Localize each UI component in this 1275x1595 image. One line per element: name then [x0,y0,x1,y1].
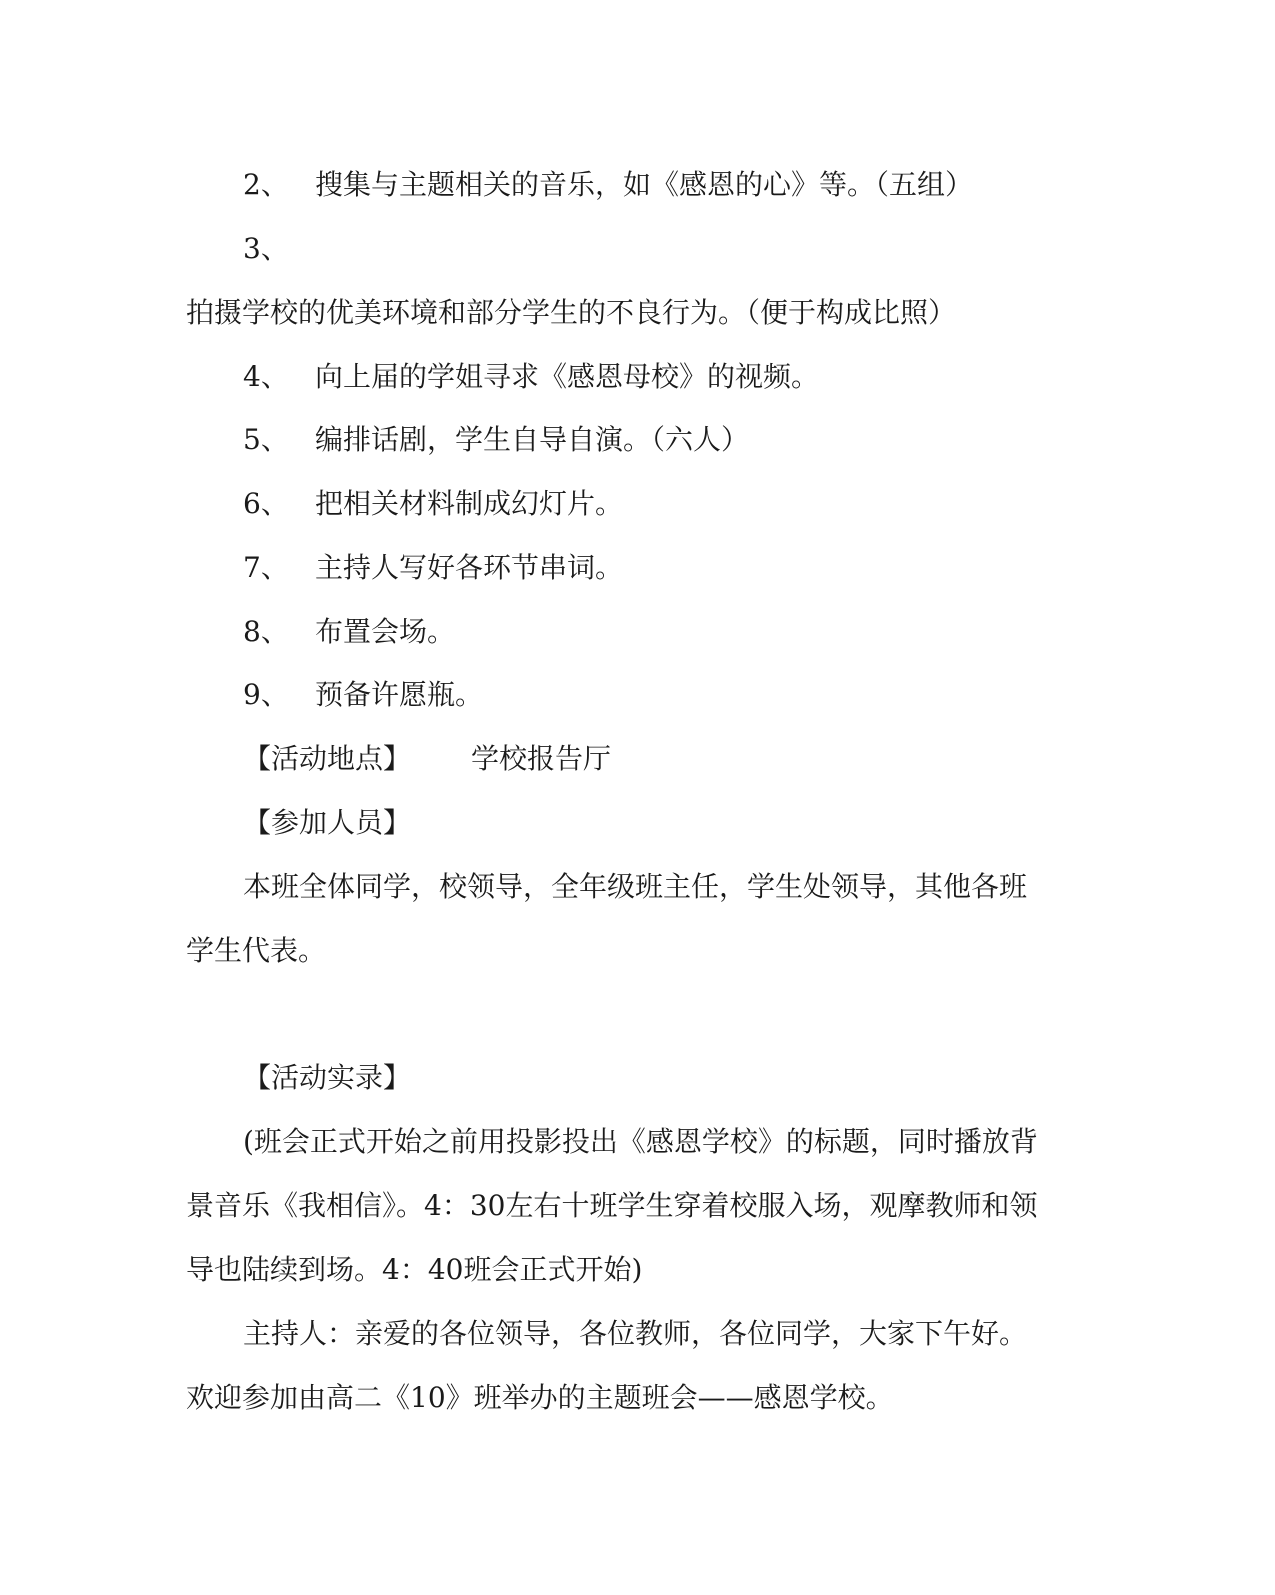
record-paragraph-line: 景音乐《我相信》。4：30左右十班学生穿着校服入场，观摩教师和领 [186,1189,1038,1222]
record-label: 【活动实录】 [243,1061,412,1094]
item-number: 6、 [243,487,289,520]
item-number: 7、 [243,551,289,584]
participants-text-line: 本班全体同学，校领导，全年级班主任，学生处领导，其他各班 [243,870,1028,903]
participants-text-line: 学生代表。 [186,934,327,967]
item-text: 向上届的学姐寻求《感恩母校》的视频。 [315,360,820,393]
participants-label: 【参加人员】 [243,806,412,839]
host-speech-line: 主持人：亲爱的各位领导，各位教师，各位同学，大家下午好。 [243,1317,1028,1350]
item-text: 主持人写好各环节串词。 [315,551,624,584]
item-number: 5、 [243,423,289,456]
record-paragraph-line: (班会正式开始之前用投影投出《感恩学校》的标题，同时播放背 [243,1125,1038,1158]
item-text: 布置会场。 [315,615,456,648]
host-speech-line: 欢迎参加由高二《10》班举办的主题班会——感恩学校。 [186,1381,894,1414]
item-number: 4、 [243,360,289,393]
item-number: 9、 [243,678,289,711]
item-number: 2、 [243,168,289,201]
location-label: 【活动地点】 [243,742,412,775]
item-text: 编排话剧，学生自导自演。（六人） [315,423,750,456]
record-paragraph-line: 导也陆续到场。4：40班会正式开始) [186,1253,643,1286]
item-3-continuation: 拍摄学校的优美环境和部分学生的不良行为。（便于构成比照） [186,296,957,329]
item-text: 预备许愿瓶。 [315,678,484,711]
item-number: 8、 [243,615,289,648]
item-text: 搜集与主题相关的音乐，如《感恩的心》等。（五组） [315,168,974,201]
location-value: 学校报告厅 [471,742,612,775]
item-text: 把相关材料制成幻灯片。 [315,487,624,520]
item-number: 3、 [243,232,289,265]
